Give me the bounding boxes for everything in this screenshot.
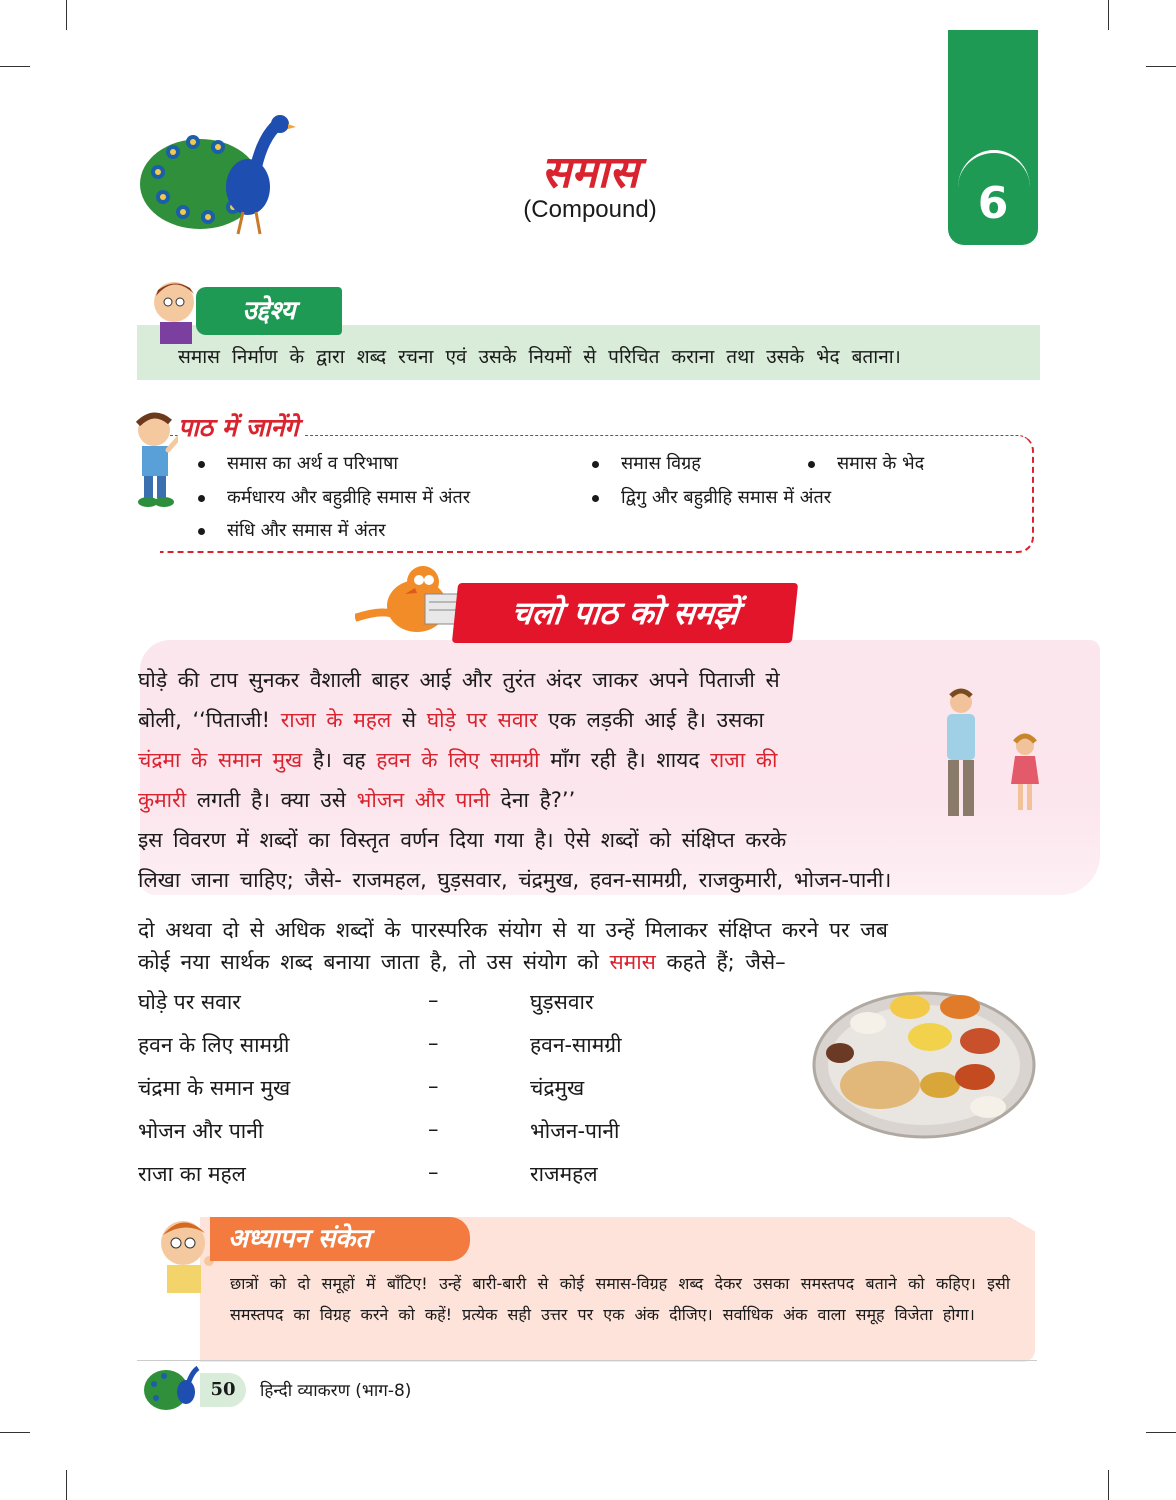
lesson-banner: चलो पाठ को समझें [452,583,798,643]
boy-reading-illustration [150,278,202,346]
story-line: चंद्रमा के समान मुख है। वह हवन के लिए सामग्री माँग रही है। शायद राजा की [138,748,778,772]
learn-item: समास का अर्थ व परिभाषा [198,451,398,475]
boy-waving-illustration [155,1215,215,1295]
thali-illustration [810,985,1038,1140]
example-result: चंद्रमुख [530,1076,585,1100]
chapter-subtitle: (Compound) [523,196,657,223]
crop-mark [1146,66,1176,67]
story-line: कुमारी लगती है। क्या उसे भोजन और पानी देना है?’’ [138,788,576,812]
teaching-text: छात्रों को दो समूहों में बाँटिए! उन्हें बारी-बारी से कोई समास-विग्रह शब्द देकर उसका समस्तपद बताने को कहिए। इसी समस्तपद का विग्रह करने को कहें! प्रत्येक सही उत्तर पर एक अंक दीजिए। सर्वाधिक अंक वाला समूह विजेता होगा। [230,1274,1010,1324]
footer-peacock-icon [142,1362,204,1414]
example-result: घुड़सवार [530,990,594,1014]
learn-item: संधि और समास में अंतर [198,518,385,542]
crop-mark [1108,1470,1109,1500]
learn-item: समास के भेद [808,451,924,475]
example-dash: – [428,1031,439,1055]
story-line: बोली, ‘‘पिताजी! राजा के महल से घोड़े पर सवार एक लड़की आई है। उसका [138,708,764,732]
story-line: इस विवरण में शब्दों का विस्तृत वर्णन दिया गया है। ऐसे शब्दों को संक्षिप्त करके [138,828,787,852]
crop-mark [1108,0,1109,30]
boy-pointing-illustration [130,410,185,510]
crop-mark [66,1470,67,1500]
crop-mark [0,1432,30,1433]
page-number: 50 [200,1373,246,1407]
example-phrase: राजा का महल [138,1162,246,1186]
example-phrase: भोजन और पानी [138,1119,264,1143]
crop-mark [66,0,67,30]
objective-heading: उद्देश्य [196,287,342,335]
crop-mark [1146,1432,1176,1433]
learn-item: कर्मधारय और बहुव्रीहि समास में अंतर [198,485,470,509]
book-title: हिन्दी व्याकरण (भाग-8) [260,1381,412,1401]
example-phrase: चंद्रमा के समान मुख [138,1076,291,1100]
chapter-number: 6 [977,178,1009,229]
learn-heading: पाठ में जानेंगे [178,410,305,444]
example-dash: – [428,1160,439,1184]
learn-item: समास विग्रह [592,451,701,475]
footer-divider [137,1360,1037,1361]
father-daughter-illustration [925,688,1045,820]
example-dash: – [428,1074,439,1098]
example-result: भोजन-पानी [530,1119,620,1143]
learn-item: द्विगु और बहुव्रीहि समास में अंतर [592,485,831,509]
example-result: राजमहल [530,1162,598,1186]
definition-line: कोई नया सार्थक शब्द बनाया जाता है, तो उस संयोग को समास कहते हैं; जैसे– [138,950,786,974]
bird-reading-illustration [355,560,465,640]
definition-line: दो अथवा दो से अधिक शब्दों के पारस्परिक संयोग से या उन्हें मिलाकर संक्षिप्त करने पर जब [138,918,888,942]
example-phrase: घोड़े पर सवार [138,990,241,1014]
peacock-illustration [138,112,298,237]
example-result: हवन-सामग्री [530,1033,622,1057]
crop-mark [0,66,30,67]
chapter-title: समास [541,147,639,198]
example-dash: – [428,988,439,1012]
objective-text: समास निर्माण के द्वारा शब्द रचना एवं उसके नियमों से परिचित कराना तथा उसके भेद बताना। [178,346,901,368]
story-line: घोड़े की टाप सुनकर वैशाली बाहर आई और तुरंत अंदर जाकर अपने पिताजी से [138,668,780,692]
story-line: लिखा जाना चाहिए; जैसे- राजमहल, घुड़सवार, चंद्रमुख, हवन-सामग्री, राजकुमारी, भोजन-पानी। [138,868,892,892]
example-phrase: हवन के लिए सामग्री [138,1033,290,1057]
example-dash: – [428,1117,439,1141]
teaching-heading: अध्यापन संकेत [210,1217,470,1261]
